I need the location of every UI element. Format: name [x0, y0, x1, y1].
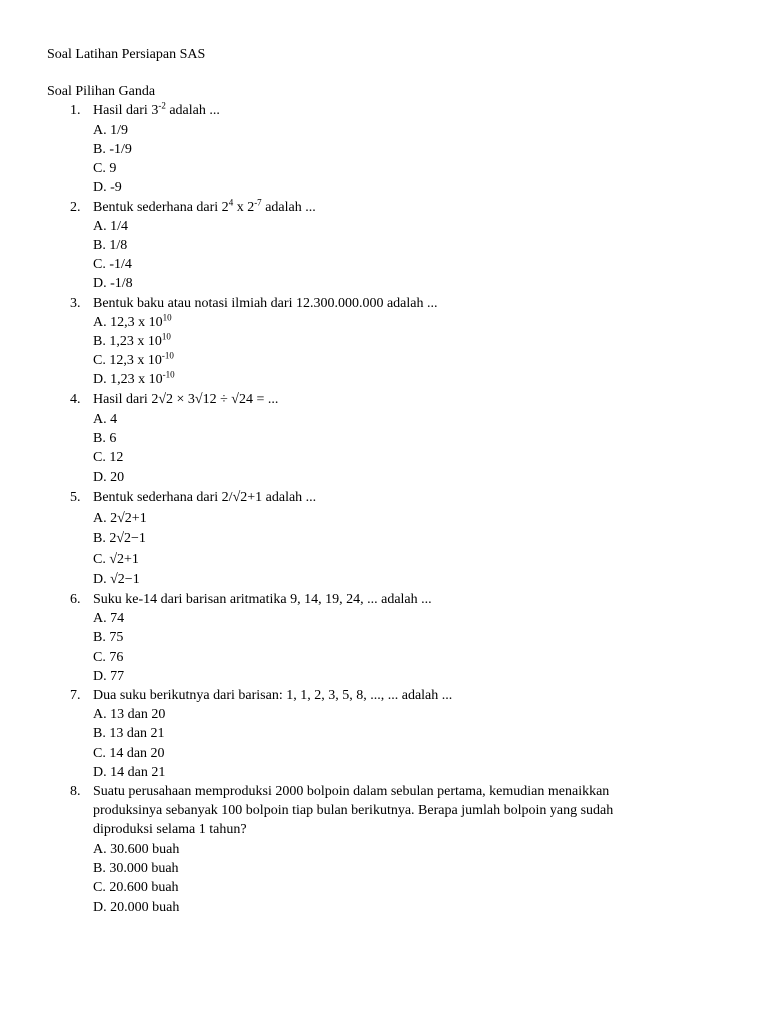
- option-3d: [93, 370, 175, 389]
- question-text: [93, 198, 316, 217]
- question-text: Hasil dari 2√2 × 3√12 ÷ √24 = ...: [93, 392, 279, 407]
- question-8: [70, 782, 609, 801]
- question-text-part: adalah ...: [165, 103, 220, 118]
- exponent: 10: [162, 312, 172, 323]
- question-number: 3.: [70, 296, 81, 311]
- option-7b: B. 13 dan 21: [93, 726, 165, 741]
- option-7a: A. 13 dan 20: [93, 707, 166, 722]
- question-number: 2.: [70, 200, 81, 215]
- option-2a: A. 1/4: [93, 219, 128, 234]
- option-3b: [93, 332, 171, 351]
- question-2: [70, 198, 316, 217]
- option-3a: [93, 313, 172, 332]
- document-title: Soal Latihan Persiapan SAS: [47, 47, 206, 62]
- question-8-line-3: diproduksi selama 1 tahun?: [93, 822, 247, 837]
- question-number: 6.: [70, 592, 81, 607]
- question-number: 7.: [70, 688, 81, 703]
- question-3: [70, 294, 437, 313]
- question-text: [93, 101, 220, 120]
- option-5c: C. √2+1: [93, 552, 139, 567]
- question-number: 5.: [70, 490, 81, 505]
- option-5b: B. 2√2−1: [93, 531, 146, 546]
- option-1d: D. -9: [93, 180, 122, 195]
- question-number: 4.: [70, 392, 81, 407]
- exponent: -10: [162, 369, 175, 380]
- option-1b: B. -1/9: [93, 142, 132, 157]
- option-base: D. 1,23 x 10: [93, 372, 163, 387]
- option-6c: C. 76: [93, 650, 124, 665]
- option-4d: D. 20: [93, 470, 125, 485]
- section-title: Soal Pilihan Ganda: [47, 84, 156, 99]
- question-number: 1.: [70, 103, 81, 118]
- option-2b: B. 1/8: [93, 238, 128, 253]
- question-number: 8.: [70, 784, 81, 799]
- question-5: [70, 488, 316, 507]
- question-text: Bentuk sederhana dari 2/√2+1 adalah ...: [93, 490, 317, 505]
- option-2c: C. -1/4: [93, 257, 132, 272]
- option-1c: C. 9: [93, 161, 117, 176]
- question-text-part: adalah ...: [261, 200, 316, 215]
- option-4a: A. 4: [93, 412, 118, 427]
- option-7d: D. 14 dan 21: [93, 765, 166, 780]
- question-text-part: x 2: [233, 200, 255, 215]
- question-text: Suku ke-14 dari barisan aritmatika 9, 14, 19, 24, ... adalah ...: [93, 592, 432, 607]
- option-5a: A. 2√2+1: [93, 511, 147, 526]
- exponent: 4: [228, 197, 234, 208]
- question-text-part: Hasil dari 3: [93, 103, 159, 118]
- question-text-part: Bentuk sederhana dari 2: [93, 200, 229, 215]
- option-8b: B. 30.000 buah: [93, 861, 179, 876]
- question-7: [70, 686, 452, 705]
- option-4b: B. 6: [93, 431, 117, 446]
- option-base: C. 12,3 x 10: [93, 353, 162, 368]
- question-text-line: Suatu perusahaan memproduksi 2000 bolpoin dalam sebulan pertama, kemudian menaikkan: [93, 784, 610, 799]
- question-text: Bentuk baku atau notasi ilmiah dari 12.300.000.000 adalah ...: [93, 296, 438, 311]
- option-5d: D. √2−1: [93, 572, 140, 587]
- exponent: -10: [161, 350, 174, 361]
- question-text: Dua suku berikutnya dari barisan: 1, 1, 2, 3, 5, 8, ..., ... adalah ...: [93, 688, 453, 703]
- option-8d: D. 20.000 buah: [93, 900, 180, 915]
- option-3c: [93, 351, 174, 370]
- question-6: [70, 590, 432, 609]
- option-7c: C. 14 dan 20: [93, 746, 165, 761]
- question-1: [70, 101, 220, 120]
- option-4c: C. 12: [93, 450, 124, 465]
- option-6b: B. 75: [93, 630, 124, 645]
- option-6a: A. 74: [93, 611, 125, 626]
- exponent: -2: [158, 100, 166, 111]
- option-base: A. 12,3 x 10: [93, 315, 163, 330]
- option-1a: A. 1/9: [93, 123, 128, 138]
- option-base: B. 1,23 x 10: [93, 334, 162, 349]
- exponent: -7: [254, 197, 262, 208]
- exponent: 10: [161, 331, 171, 342]
- option-2d: D. -1/8: [93, 276, 133, 291]
- question-8-line-2: produksinya sebanyak 100 bolpoin tiap bulan berikutnya. Berapa jumlah bolpoin yang sudah: [93, 803, 614, 818]
- question-4: [70, 390, 278, 409]
- option-8c: C. 20.600 buah: [93, 880, 179, 895]
- option-8a: A. 30.600 buah: [93, 842, 180, 857]
- option-6d: D. 77: [93, 669, 125, 684]
